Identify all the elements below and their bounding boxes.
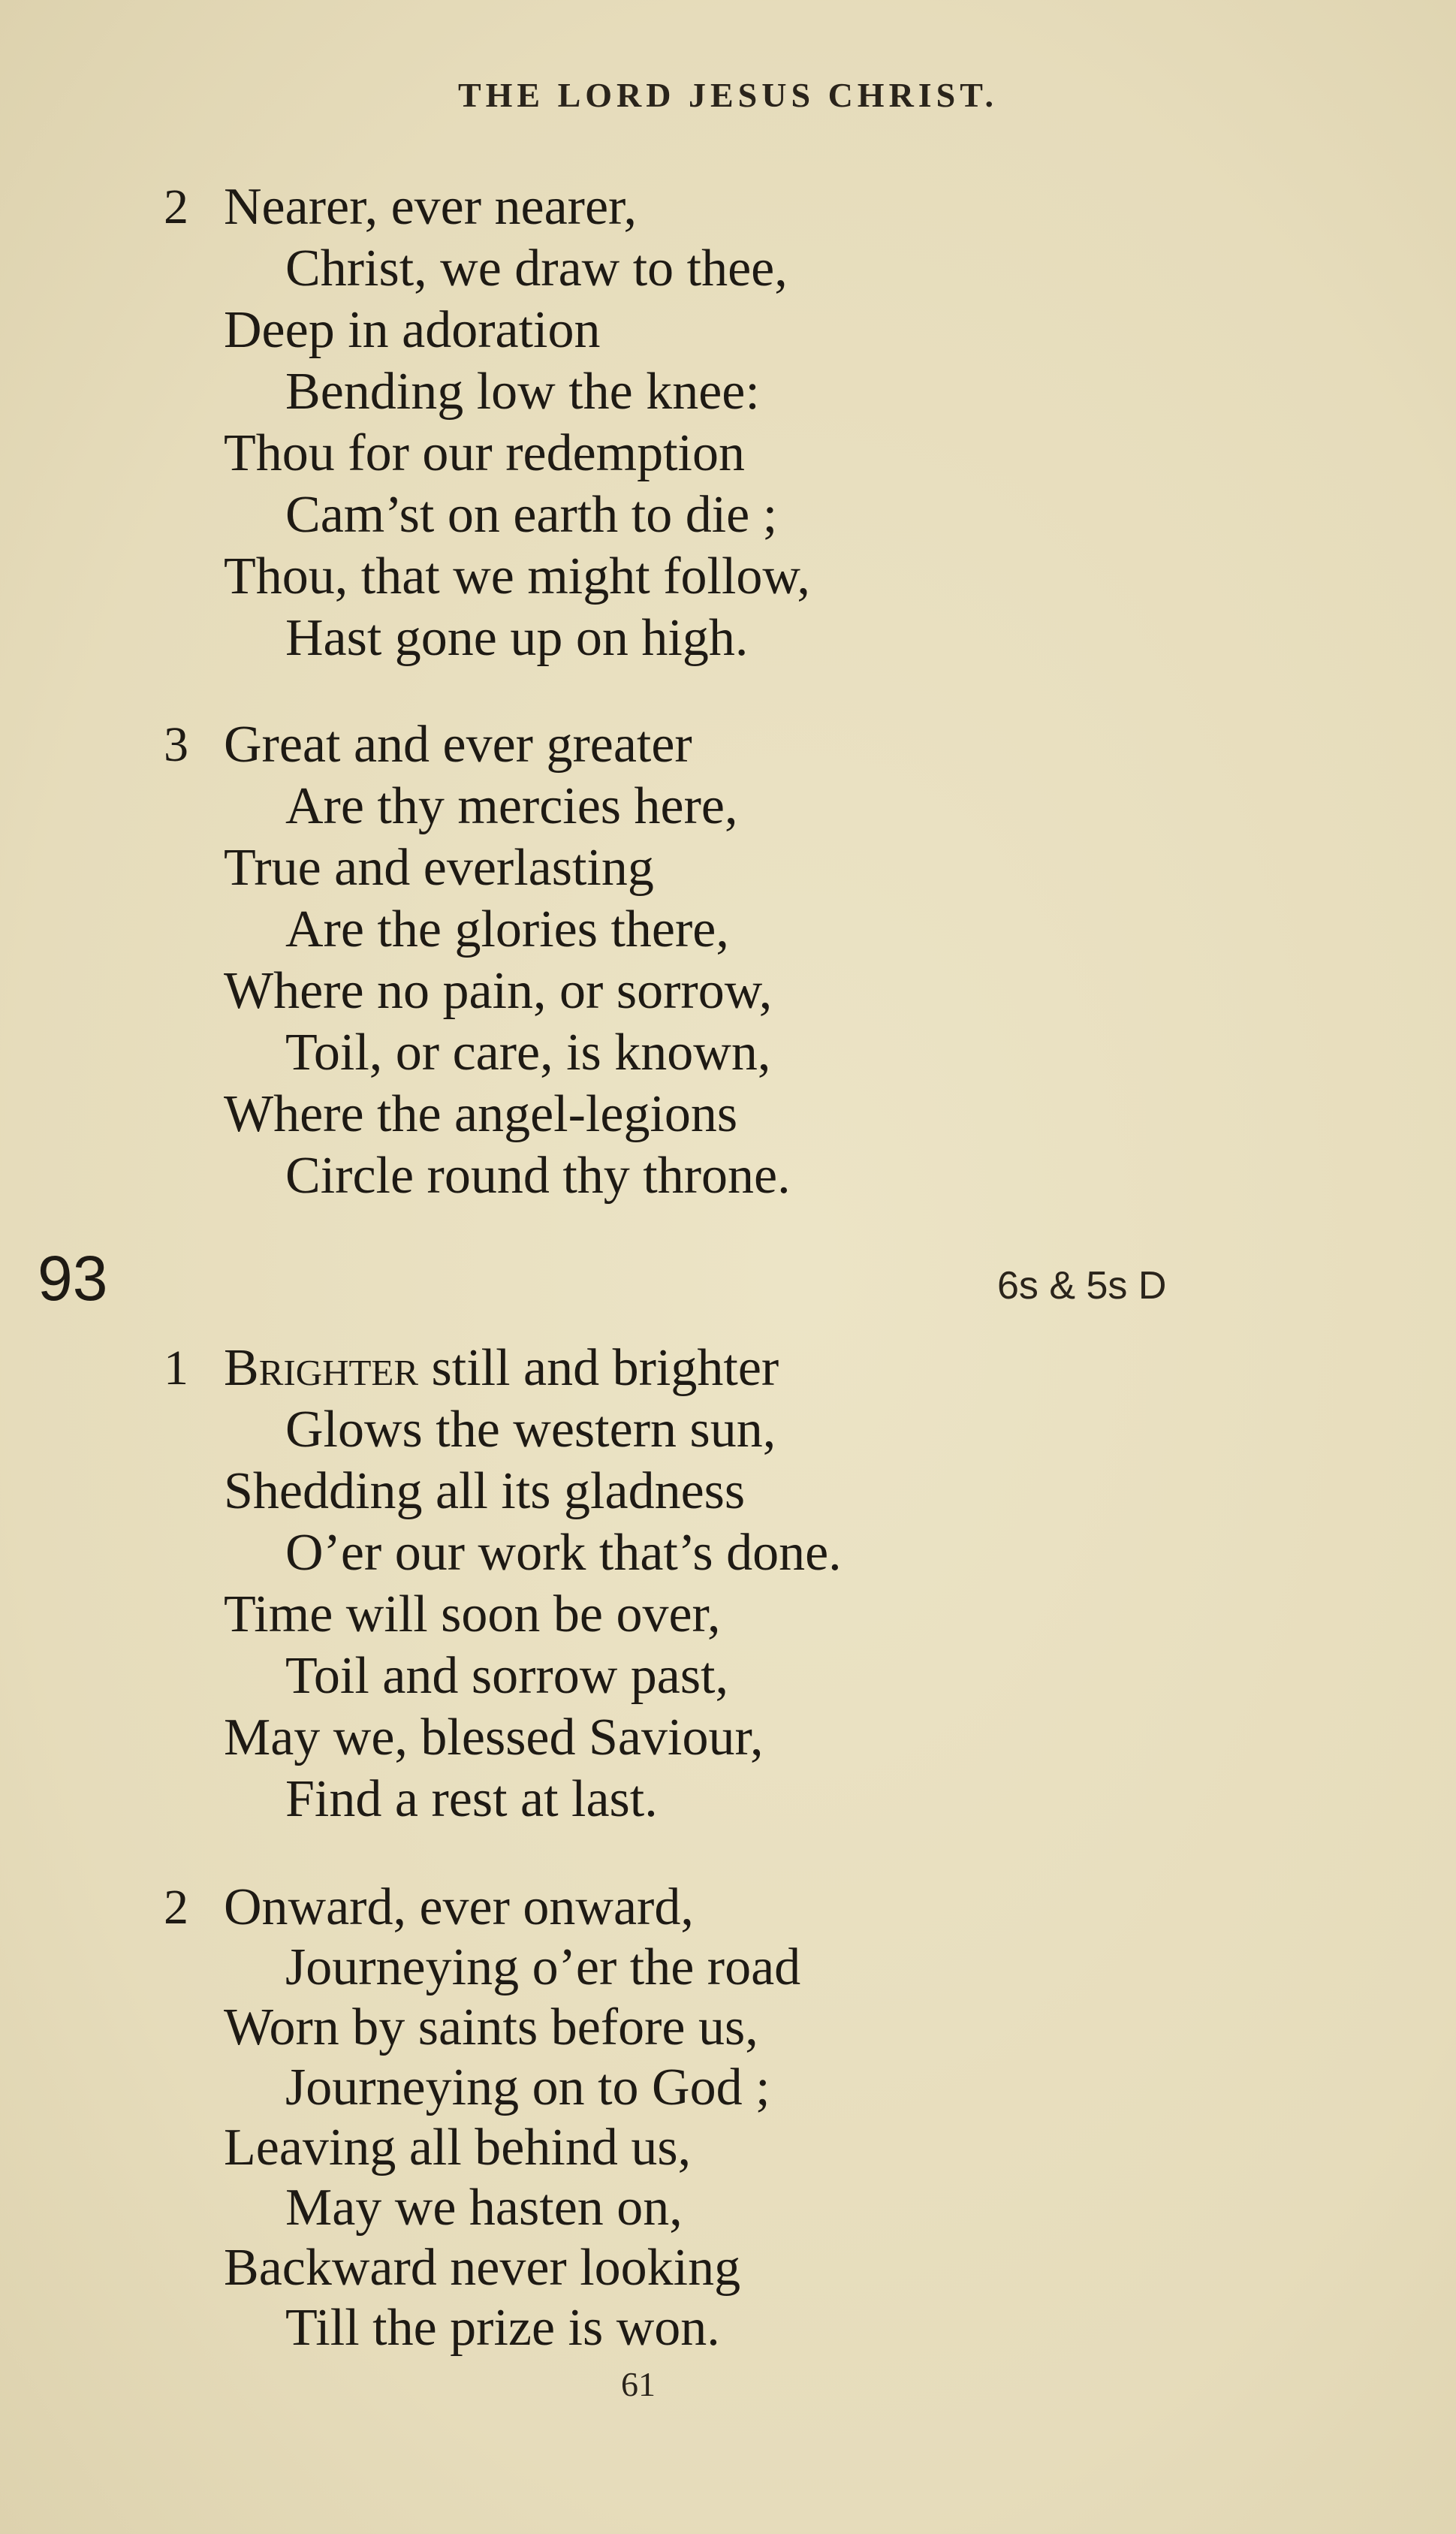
verse-line: Are thy mercies here,: [285, 777, 738, 835]
verse-line: Find a rest at last.: [285, 1770, 658, 1828]
verse-number: 1: [164, 1341, 188, 1395]
verse-line: Are the glories there,: [285, 900, 729, 958]
verse-line: Time will soon be over,: [224, 1585, 721, 1643]
verse-line: Toil, or care, is known,: [285, 1024, 771, 1081]
verse-line: Till the prize is won.: [285, 2299, 720, 2357]
verse-line: Shedding all its gladness: [224, 1462, 746, 1520]
verse-line: True and everlasting: [224, 839, 654, 897]
verse-line: Where no pain, or sorrow,: [224, 962, 773, 1020]
verse-line: Christ, we draw to thee,: [285, 240, 788, 297]
verse-line: May we hasten on,: [285, 2179, 683, 2237]
verse-line: May we, blessed Saviour,: [224, 1709, 764, 1766]
verse-line: O’er our work that’s done.: [285, 1524, 842, 1582]
verse-line: Thou for our redemption: [224, 424, 745, 482]
verse-number: 2: [164, 179, 188, 234]
verse-line: Where the angel-legions: [224, 1085, 738, 1143]
first-line-rest: still and brighter: [418, 1339, 779, 1397]
first-word-small-caps: Brighter: [224, 1339, 419, 1397]
verse-line: Toil and sorrow past,: [285, 1647, 729, 1705]
verse-line: Circle round thy throne.: [285, 1147, 791, 1205]
running-header: THE LORD JESUS CHRIST.: [457, 76, 999, 114]
meter-label: 6s & 5s D: [997, 1264, 1167, 1308]
verse-line: Backward never looking: [224, 2239, 741, 2297]
verse-line: Onward, ever onward,: [224, 1878, 694, 1936]
verse-line: Cam’st on earth to die ;: [285, 486, 778, 544]
verse-number: 2: [164, 1880, 188, 1935]
verse-line: Nearer, ever nearer,: [224, 178, 638, 236]
verse-line: Worn by saints before us,: [224, 1999, 758, 2056]
verse-line: Hast gone up on high.: [285, 609, 749, 667]
verse-line-first: [224, 1338, 779, 1398]
verse-line: Deep in adoration: [224, 301, 601, 359]
verse-line: Great and ever greater: [224, 716, 692, 774]
page-number: 61: [621, 2365, 656, 2403]
verse-line: Leaving all behind us,: [224, 2119, 692, 2177]
verse-line: Bending low the knee:: [285, 363, 760, 421]
verse-line: Journeying o’er the road: [285, 1938, 801, 1996]
verse-line: Thou, that we might follow,: [224, 548, 810, 605]
hymn-number: 93: [38, 1243, 108, 1314]
verse-line: Journeying on to God ;: [285, 2059, 770, 2116]
verse-number: 3: [164, 717, 188, 772]
verse-line: Glows the western sun,: [285, 1401, 776, 1459]
